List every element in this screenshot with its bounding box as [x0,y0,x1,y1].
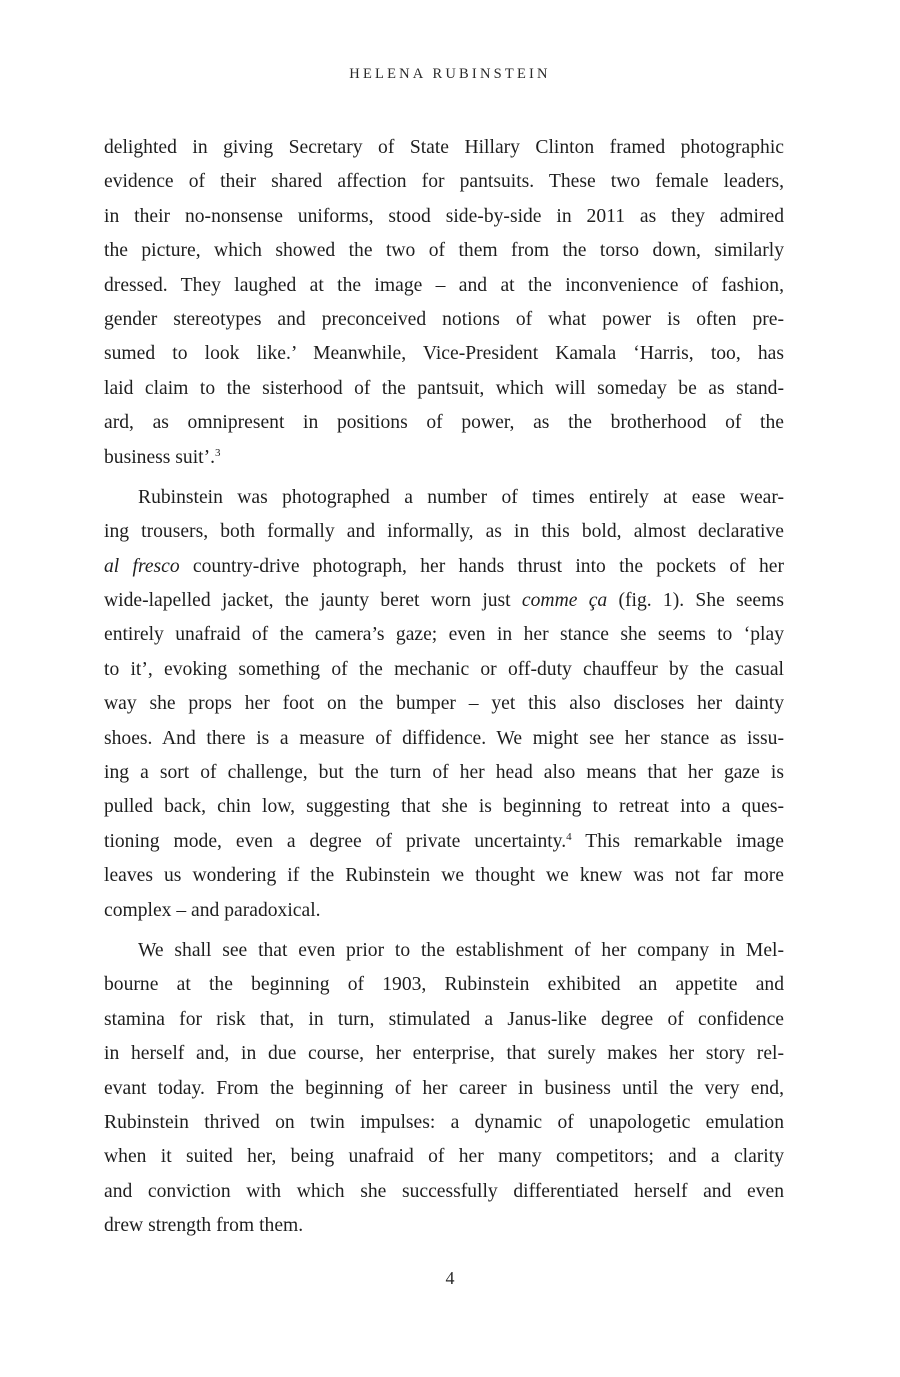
footnote-marker[interactable]: 4 [566,830,572,843]
paragraph-1 [104,131,784,475]
text-line: way she props her foot on the bumper – yet this also discloses her dainty [104,693,784,715]
italic-phrase: al fresco [104,555,180,577]
text-line: in herself and, in due course, her enterprise, that surely makes her story rel- [104,1043,784,1065]
text-line: the picture, which showed the two of them from the torso down, similarly [104,240,784,262]
text-line: delighted in giving Secretary of State Hillary Clinton framed photographic [104,137,784,158]
line-text: country-drive photograph, her hands thrust into the pockets of her [179,555,784,577]
text-line: entirely unafraid of the camera’s gaze; even in her stance she seems to ‘play [104,624,784,646]
italic-phrase: comme ça [521,590,608,612]
line-text: business suit’. [104,446,216,468]
text-line: ing trousers, both formally and informally, as in this bold, almost declarative [104,521,784,543]
text-line: when it suited her, being unafraid of her many competitors; and a clarity [104,1146,784,1168]
text-line: dressed. They laughed at the image – and at the inconvenience of fashion, [104,274,784,296]
text-line: shoes. And there is a measure of diffidence. We might see her stance as issu- [104,727,784,749]
running-head: HELENA RUBINSTEIN [349,66,551,82]
text-line: drew strength from them. [104,1215,304,1237]
page-number: 4 [445,1268,455,1288]
text-line: evant today. From the beginning of her career in business until the very end, [104,1077,784,1099]
text-line: to it’, evoking something of the mechanic or off-duty chauffeur by the casual [104,658,784,680]
line-text: (fig. 1). She seems [607,590,784,612]
text-line: laid claim to the sisterhood of the pantsuit, which will someday be as stand- [104,377,784,399]
text-line [104,825,784,859]
paragraph-3 [104,934,784,1244]
text-line: ing a sort of challenge, but the turn of her head also means that her gaze is [104,762,784,784]
line-text: tioning mode, even a degree of private uncertainty. [104,830,567,852]
text-line: ard, as omnipresent in positions of power, as the brotherhood of the [104,412,784,434]
body-text [104,131,784,1244]
text-line: sumed to look like.’ Meanwhile, Vice-President Kamala ‘Harris, too, has [104,343,784,365]
text-line: bourne at the beginning of 1903, Rubinstein exhibited an appetite and [104,974,784,996]
text-line: gender stereotypes and preconceived notions of what power is often pre- [104,308,784,330]
text-line: and conviction with which she successfully differentiated herself and even [104,1180,784,1202]
line-text: This remarkable image [571,830,784,852]
text-line [104,550,784,584]
text-line [104,441,784,475]
text-line: pulled back, chin low, suggesting that she is beginning to retreat into a ques- [104,796,784,818]
text-line: Rubinstein thrived on twin impulses: a dynamic of unapologetic emulation [104,1111,784,1133]
text-line [104,584,784,618]
text-line: stamina for risk that, in turn, stimulated a Janus-like degree of confidence [104,1008,784,1030]
text-line: leaves us wondering if the Rubinstein we thought we knew was not far more [104,865,784,887]
line-text: wide-lapelled jacket, the jaunty beret worn just [104,590,522,612]
paragraph-2 [104,481,784,928]
text-line: evidence of their shared affection for pantsuits. These two female leaders, [104,171,784,193]
text-line: Rubinstein was photographed a number of times entirely at ease wear- [138,486,784,508]
text-line: complex – and paradoxical. [104,899,321,921]
text-line: We shall see that even prior to the establishment of her company in Mel- [138,939,784,961]
text-line: in their no-nonsense uniforms, stood side-by-side in 2011 as they admired [104,205,784,227]
footnote-marker[interactable]: 3 [215,446,221,459]
